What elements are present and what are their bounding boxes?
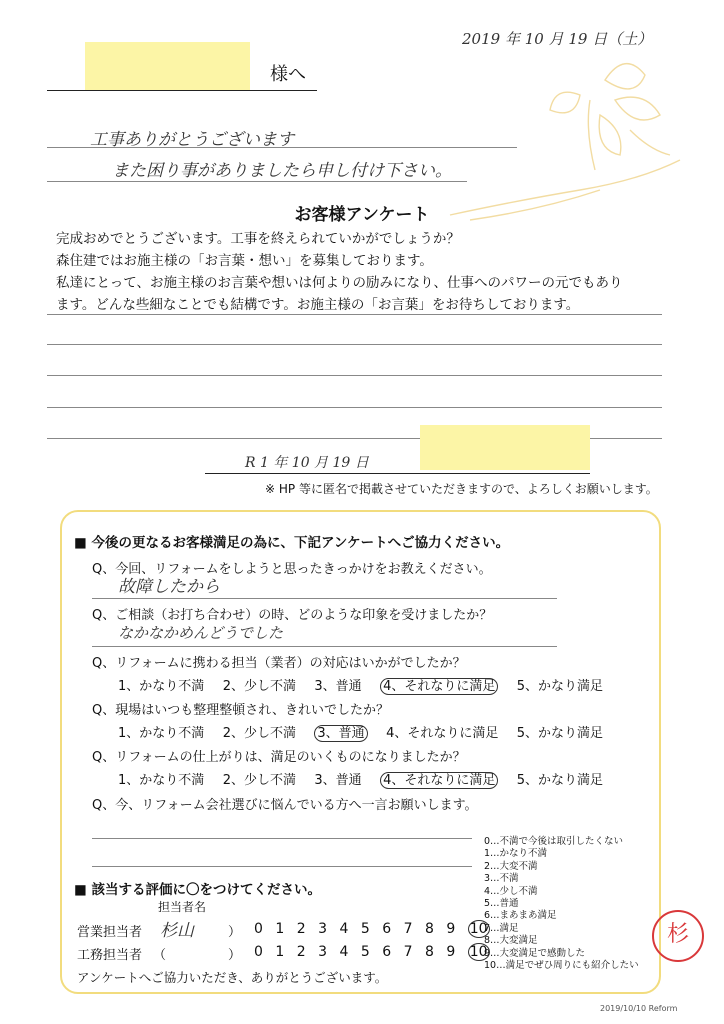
options-q3 xyxy=(118,675,603,694)
q5-opt-5[interactable]: 5、かなり満足 xyxy=(516,773,604,788)
message-underline-2 xyxy=(47,181,467,182)
q5-opt-4[interactable]: 4、それなりに満足 xyxy=(380,772,498,789)
message-line-2: また困り事がありましたら申し付け下さい。 xyxy=(112,161,452,181)
q5-opt-1[interactable]: 1、かなり不満 xyxy=(118,773,205,788)
sales-score[interactable]: 9 xyxy=(446,921,456,937)
redacted-name xyxy=(85,42,250,90)
answer-2-line xyxy=(92,646,557,647)
staff-name-label: 担当者名 xyxy=(158,900,207,914)
signature-date: R 1 年 10 月 19 日 xyxy=(245,455,369,471)
sales-score-selected[interactable]: 10 xyxy=(469,921,488,937)
footer-note: 2019/10/10 Reform xyxy=(600,1004,678,1013)
q3-opt-4[interactable]: 4、それなりに満足 xyxy=(380,678,498,695)
message-line-1: 工事ありがとうございます xyxy=(90,130,294,150)
works-score[interactable]: 7 xyxy=(403,944,413,960)
message-underline-1 xyxy=(47,147,517,148)
options-q5 xyxy=(118,769,603,788)
q6-line-1 xyxy=(92,838,472,839)
comment-line-3 xyxy=(47,375,662,376)
q4-opt-5[interactable]: 5、かなり満足 xyxy=(516,726,604,741)
legend-item: 2…大変不満 xyxy=(484,860,538,872)
stamp-seal xyxy=(652,910,704,962)
sales-staff-label: 営業担当者 xyxy=(77,925,143,940)
intro-line-2: 森住建ではお施主様の「お言葉・想い」を募集しております。 xyxy=(56,253,433,269)
works-score[interactable]: 8 xyxy=(425,944,434,960)
q6-line-2 xyxy=(92,866,472,867)
survey-intro xyxy=(56,228,622,316)
works-scale xyxy=(254,944,490,960)
sales-score[interactable]: 0 xyxy=(254,921,263,937)
intro-line-3: 私達にとって、お施主様のお言葉や想いは何よりの励みになり、仕事へのパワーの元でもあり xyxy=(56,275,623,291)
sales-score[interactable]: 8 xyxy=(425,921,434,937)
legend-item: 0…不満で今後は取引したくない xyxy=(484,836,624,847)
rating-heading: ■ 該当する評価に〇をつけてください。 xyxy=(74,882,321,898)
options-q4 xyxy=(118,722,603,741)
q4-opt-3[interactable]: 3、普通 xyxy=(314,725,367,742)
sales-score[interactable]: 3 xyxy=(318,921,328,937)
redacted-signature xyxy=(420,425,590,470)
legend-item: 10…満足でぜひ周りにも紹介したい xyxy=(484,960,639,972)
sales-score[interactable]: 5 xyxy=(360,921,370,937)
q4-opt-2[interactable]: 2、少し不満 xyxy=(222,726,296,741)
works-score[interactable]: 3 xyxy=(318,944,328,960)
thanks-text: アンケートへご協力いただき、ありがとうございます。 xyxy=(77,970,388,985)
works-score-selected[interactable]: 10 xyxy=(469,944,488,960)
salutation: 様へ xyxy=(270,64,306,85)
legend-item: 7…満足 xyxy=(484,922,519,934)
sales-score[interactable]: 7 xyxy=(403,921,413,937)
intro-line-1: 完成おめでとうございます。工事を終えられていかがでしょうか？ xyxy=(56,231,460,247)
works-score[interactable]: 6 xyxy=(382,944,392,960)
survey-title: お客様アンケート xyxy=(294,205,430,225)
works-staff-label: 工務担当者 xyxy=(77,948,143,963)
legend-item: 1…かなり不満 xyxy=(484,848,548,860)
q3-opt-5[interactable]: 5、かなり満足 xyxy=(516,679,604,694)
works-score[interactable]: 0 xyxy=(254,944,263,960)
sales-scale xyxy=(254,921,490,937)
questionnaire-heading: ■ 今後の更なるお客様満足の為に、下記アンケートへご協力ください。 xyxy=(74,535,510,551)
question-5: Q、リフォームの仕上がりは、満足のいくものになりましたか？ xyxy=(92,750,466,765)
works-score[interactable]: 2 xyxy=(296,944,306,960)
works-score[interactable]: 1 xyxy=(275,944,285,960)
question-3: Q、リフォームに携わる担当（業者）の対応はいかがでしたか？ xyxy=(92,656,466,671)
question-4: Q、現場はいつも整理整頓され、きれいでしたか？ xyxy=(92,703,390,718)
comment-line-2 xyxy=(47,344,662,345)
sales-paren: ） xyxy=(228,925,242,940)
sales-score[interactable]: 1 xyxy=(275,921,285,937)
works-paren-close: ） xyxy=(228,948,242,963)
works-score[interactable]: 9 xyxy=(446,944,456,960)
answer-2: なかなかめんどうでした xyxy=(118,624,284,642)
works-score[interactable]: 4 xyxy=(339,944,349,960)
legend-item: 5…普通 xyxy=(484,898,519,910)
question-2: Q、ご相談（お打ち合わせ）の時、どのような印象を受けましたか？ xyxy=(92,608,493,623)
answer-1-line xyxy=(92,598,557,599)
works-paren-open: （ xyxy=(153,948,167,963)
q3-opt-3[interactable]: 3、普通 xyxy=(314,679,362,694)
question-6: Q、今、リフォーム会社選びに悩んでいる方へ一言お願いします。 xyxy=(92,798,478,813)
legend-item: 9…大変満足で感動した xyxy=(484,947,586,959)
legend-item: 3…不満 xyxy=(484,873,519,885)
stamp-text: 杉 xyxy=(666,922,689,947)
sales-score[interactable]: 2 xyxy=(296,921,306,937)
sales-score[interactable]: 6 xyxy=(382,921,392,937)
question-1: Q、今回、リフォームをしようと思ったきっかけをお教えください。 xyxy=(92,562,492,577)
answer-1: 故障したから xyxy=(118,577,220,597)
q4-opt-1[interactable]: 1、かなり不満 xyxy=(118,726,205,741)
sales-score[interactable]: 4 xyxy=(339,921,349,937)
legend-item: 6…まあまあ満足 xyxy=(484,910,557,922)
q3-opt-1[interactable]: 1、かなり不満 xyxy=(118,679,205,694)
q5-opt-3[interactable]: 3、普通 xyxy=(314,773,362,788)
works-score[interactable]: 5 xyxy=(360,944,370,960)
name-underline xyxy=(47,90,317,91)
q3-opt-2[interactable]: 2、少し不満 xyxy=(222,679,296,694)
privacy-note: ※ HP 等に匿名で掲載させていただきますので、よろしくお願いします。 xyxy=(265,482,658,496)
legend-item: 4…少し不満 xyxy=(484,885,538,897)
comment-line-4 xyxy=(47,407,662,408)
intro-line-4: ます。どんな些細なことでも結構です。お施主様の「お言葉」をお待ちしております。 xyxy=(56,297,580,313)
comment-line-1 xyxy=(47,314,662,315)
rating-legend xyxy=(484,836,639,972)
sales-staff-name: 杉山 xyxy=(160,921,194,941)
legend-item: 8…大変満足 xyxy=(484,935,538,947)
signature-underline xyxy=(205,473,590,474)
q4-opt-4[interactable]: 4、それなりに満足 xyxy=(386,726,499,741)
q5-opt-2[interactable]: 2、少し不満 xyxy=(222,773,296,788)
handwritten-date: 2019 年 10 月 19 日（土） xyxy=(462,30,653,48)
